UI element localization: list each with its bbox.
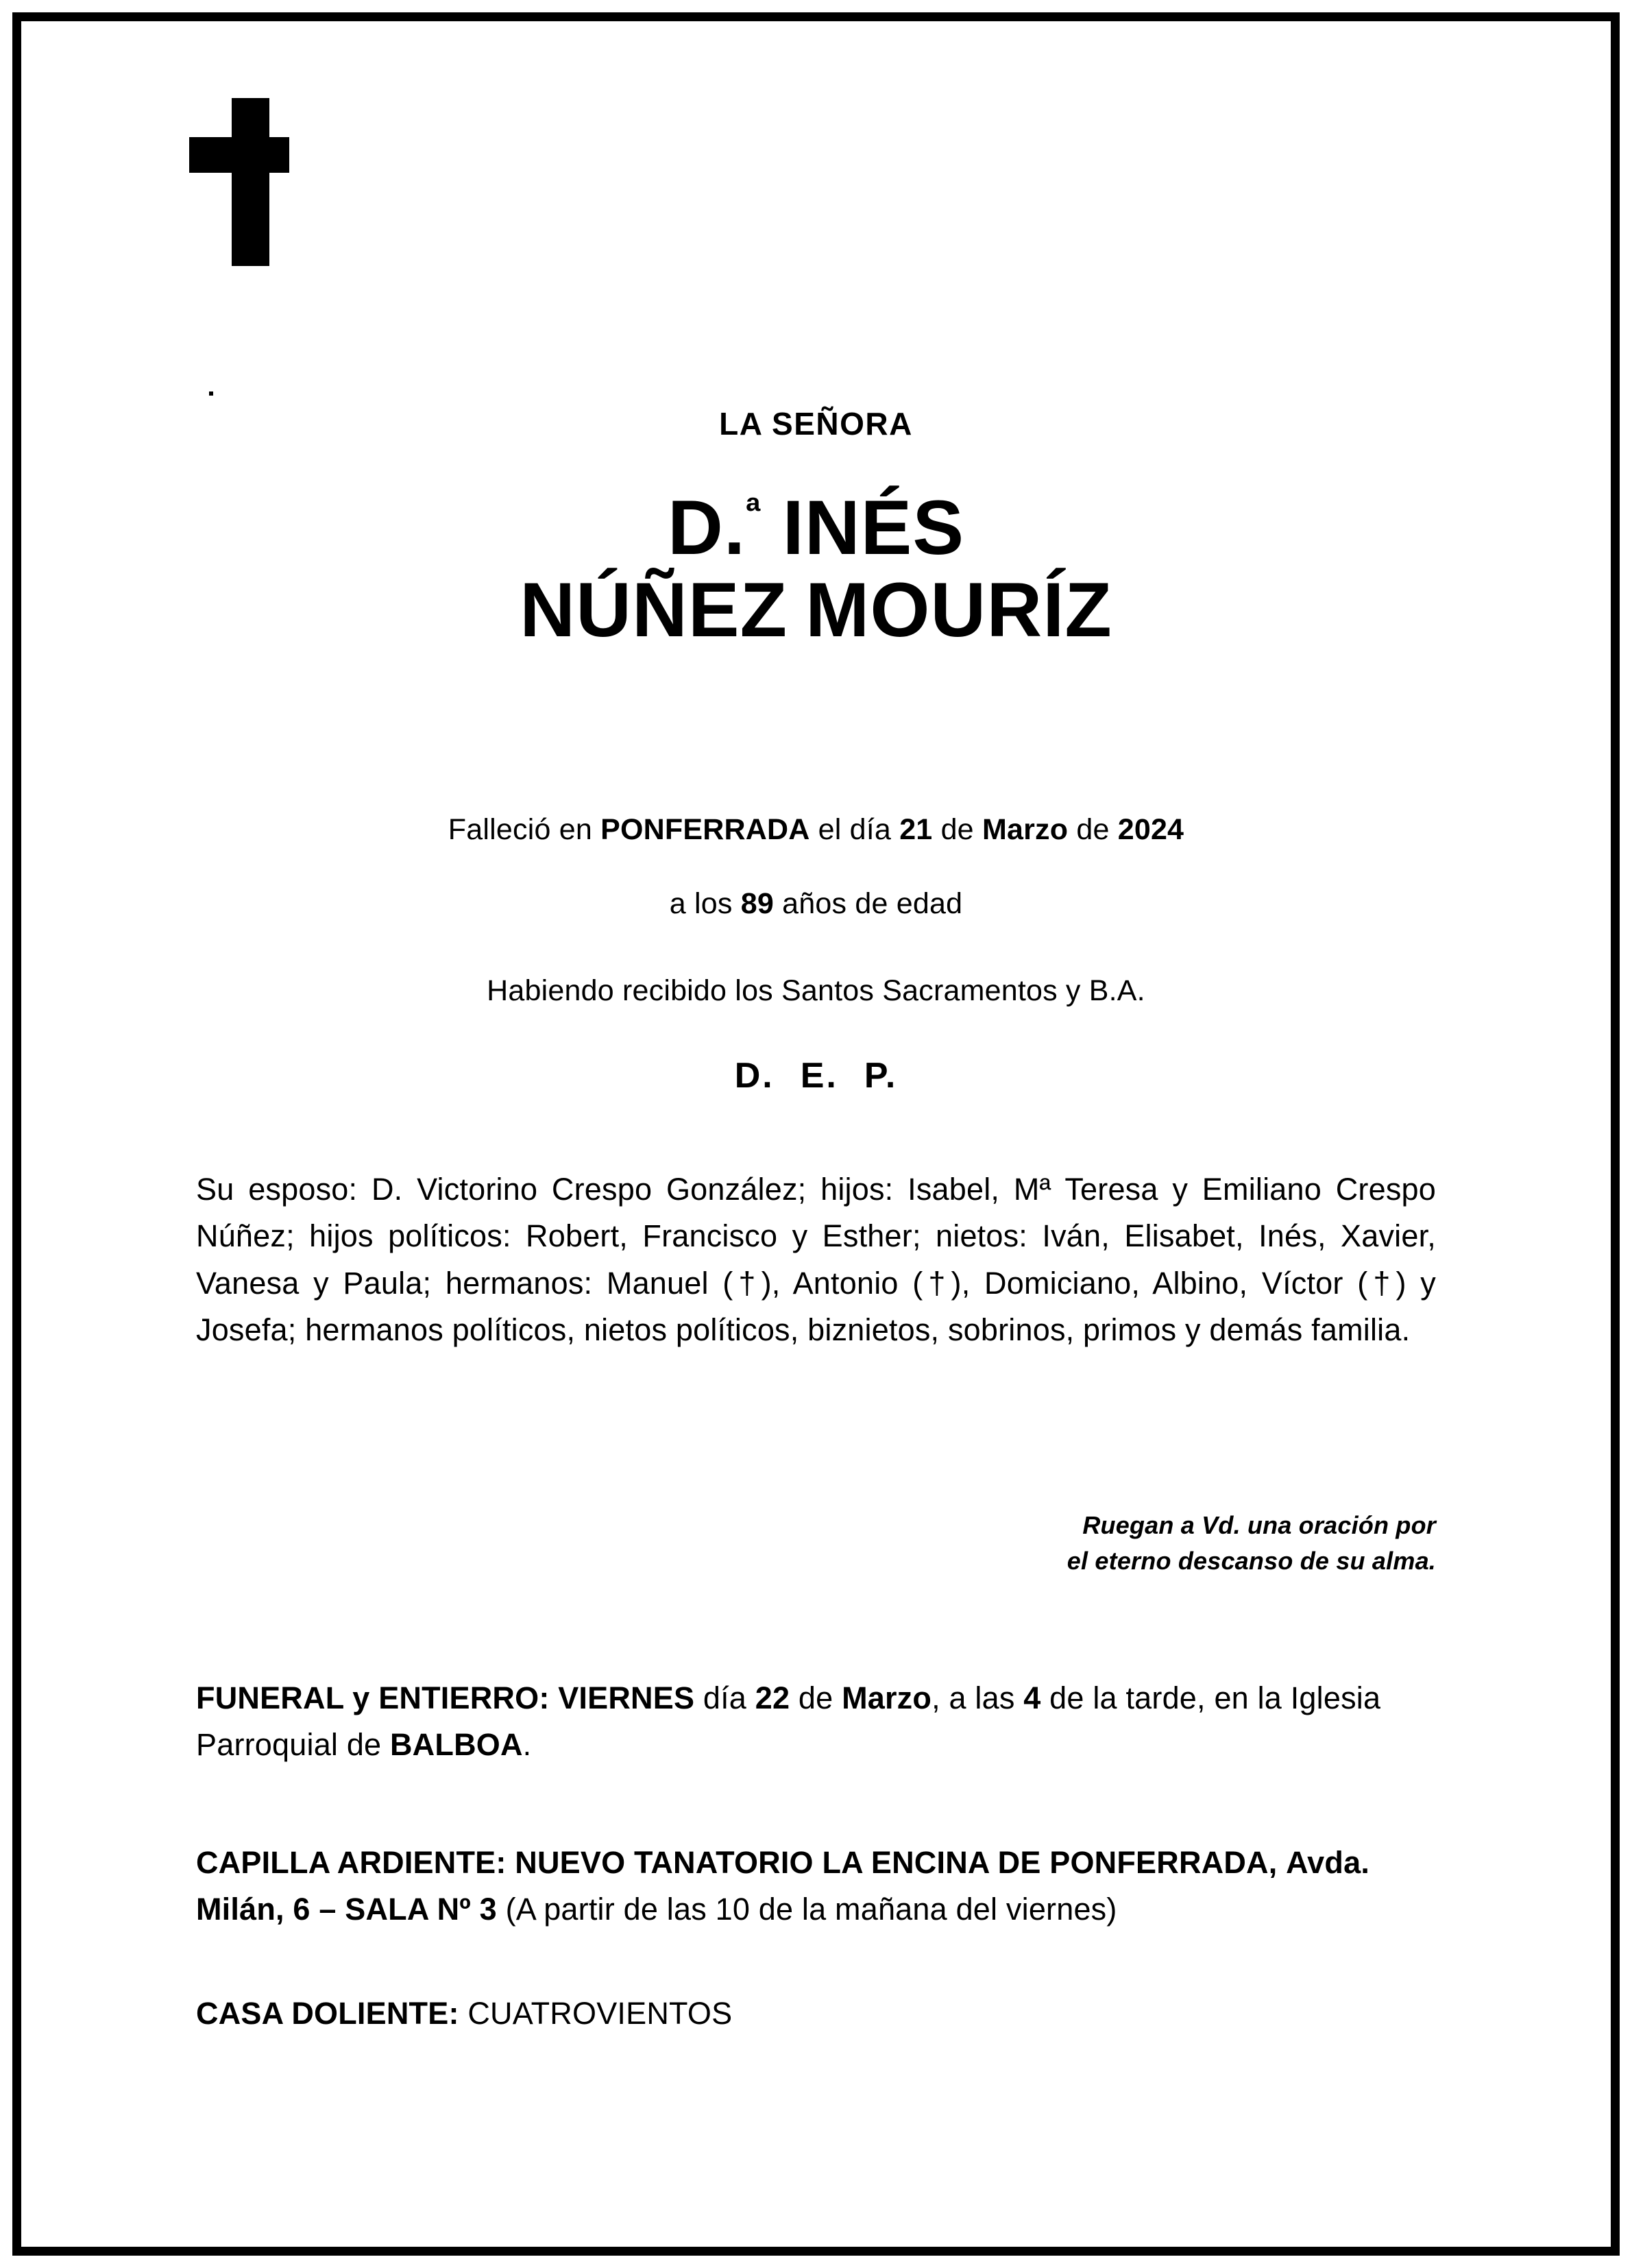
- death-line: [21, 813, 1611, 847]
- chapel-venue: NUEVO TANATORIO LA ENCINA DE PONFERRADA,: [515, 1845, 1278, 1880]
- deceased-name-line-2: [21, 567, 1611, 653]
- death-mid: el día: [809, 813, 900, 846]
- funeral-month: Marzo: [842, 1680, 932, 1715]
- age-suffix: años de edad: [774, 887, 963, 920]
- name-prefix: D.: [667, 485, 746, 570]
- chapel-address: Avda. Milán, 6 – SALA Nº 3: [196, 1845, 1370, 1927]
- age-line: [21, 887, 1611, 921]
- mourning-house-line: [196, 1996, 1436, 2031]
- age-value: 89: [740, 887, 775, 920]
- death-place: PONFERRADA: [600, 813, 810, 846]
- surviving-family-paragraph: Su esposo: D. Victorino Crespo González; hijos: Isabel, Mª Teresa y Emiliano Crespo Núñez; hijos políticos: Robert, Francisco y Esther; nietos: Iván, Elisabet, Inés, Xavier, Vanesa y Paula; hermanos: Manuel (†), Antonio (†), Domiciano, Albino, Víctor (†) y Josefa; hermanos políticos, nietos políticos, biznietos, sobrinos, primos y demás familia.: [196, 1172, 1436, 1348]
- prayer-line-2: el eterno descanso de su alma.: [1067, 1547, 1436, 1576]
- prayer-request: [638, 1508, 1436, 1579]
- mourning-house-value: CUATROVIENTOS: [459, 1996, 733, 2031]
- funeral-period: .: [522, 1726, 532, 1762]
- chapel-note: (A partir de las 10 de la mañana del viernes): [496, 1891, 1117, 1927]
- death-year: 2024: [1117, 813, 1184, 846]
- age-prefix: a los: [669, 887, 741, 920]
- cross-vertical-bar: [232, 98, 269, 266]
- page-sheet: [21, 21, 1611, 2247]
- funeral-tail: de la tarde, en la Iglesia Parroquial de: [196, 1680, 1381, 1762]
- ink-speck: [209, 391, 213, 396]
- funeral-day: 22: [755, 1680, 790, 1715]
- death-month-sep: de: [932, 813, 982, 846]
- funeral-mid: , a las: [931, 1680, 1024, 1715]
- name-ordinal-superscript: ª: [745, 490, 761, 535]
- death-prefix: Falleció en: [448, 813, 601, 846]
- funeral-label: FUNERAL y ENTIERRO: VIERNES: [196, 1680, 695, 1715]
- chapel-label: CAPILLA ARDIENTE: [196, 1845, 496, 1880]
- dep-letter-e: E.: [800, 1056, 838, 1096]
- death-year-sep: de: [1068, 813, 1118, 846]
- page-border-frame: [12, 12, 1620, 2256]
- honorific-title: LA SEÑORA: [719, 406, 913, 442]
- funeral-details: [196, 1675, 1436, 1768]
- death-day: 21: [899, 813, 933, 846]
- latin-cross-icon: [189, 98, 319, 266]
- dep-abbreviation: [21, 1055, 1611, 1096]
- dep-letter-p: P.: [864, 1056, 898, 1096]
- funeral-church: BALBOA: [389, 1726, 523, 1762]
- cross-horizontal-bar: [189, 137, 289, 173]
- deceased-name-line-1: [21, 487, 1611, 569]
- name-surname-1: NÚÑEZ: [520, 567, 788, 653]
- funeral-dia-word: día: [694, 1680, 755, 1715]
- dep-letter-d: D.: [734, 1056, 775, 1096]
- death-month: Marzo: [982, 813, 1069, 846]
- mourning-house-label: CASA DOLIENTE:: [196, 1996, 459, 2031]
- chapel-colon: :: [496, 1845, 515, 1880]
- prayer-line-1: Ruegan a Vd. una oración por: [1082, 1511, 1436, 1539]
- chapel-of-rest-details: [196, 1839, 1446, 1932]
- sacraments-line: Habiendo recibido los Santos Sacramentos y B.A.: [487, 974, 1145, 1007]
- name-given: INÉS: [782, 485, 965, 570]
- funeral-hour: 4: [1023, 1680, 1041, 1715]
- name-surname-2: MOURÍZ: [805, 567, 1112, 653]
- funeral-de-1: de: [790, 1680, 842, 1715]
